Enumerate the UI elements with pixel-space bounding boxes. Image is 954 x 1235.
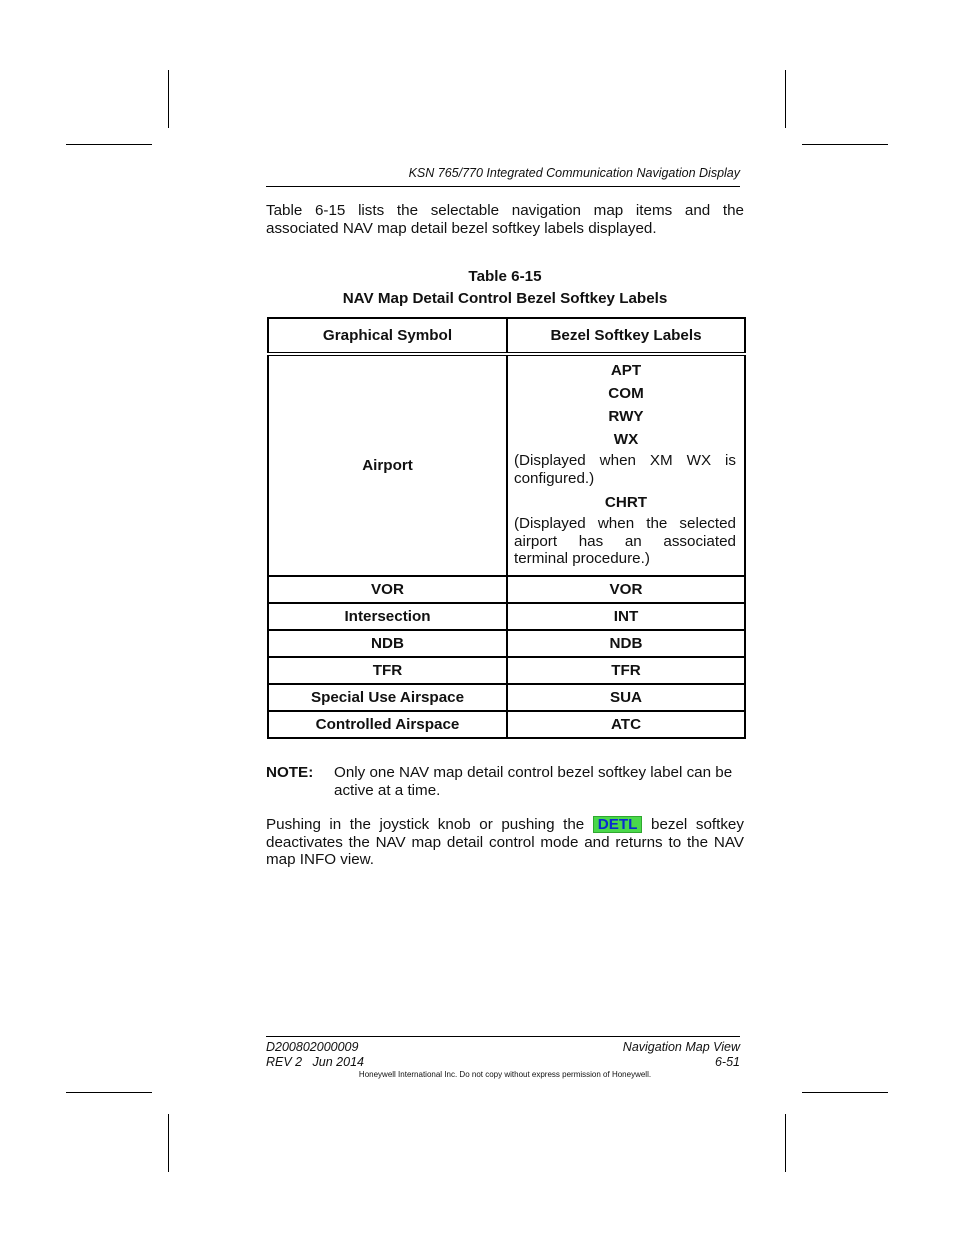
- label-wx: WX: [613, 431, 639, 448]
- table-header-row: [268, 318, 745, 354]
- note-heading: NOTE:: [266, 764, 314, 781]
- section-title: Navigation Map View: [622, 1040, 740, 1054]
- airport-labels-cell: [507, 354, 745, 576]
- footer-rule: [266, 1036, 740, 1037]
- table-row: [268, 711, 745, 738]
- table-row: [268, 684, 745, 711]
- table-row-airport: [268, 354, 745, 576]
- crop-mark: [802, 144, 888, 145]
- intro-paragraph: Table 6-15 lists the selectable navigation map items and the associated NAV map detail bezel softkey labels displayed.: [266, 202, 744, 237]
- label-cell: INT: [507, 603, 745, 630]
- footer-left: [266, 1040, 364, 1069]
- crop-mark: [802, 1092, 888, 1093]
- revision: REV 2 Jun 2014: [266, 1054, 364, 1069]
- detl-paragraph: [266, 816, 744, 869]
- symbol-cell: TFR: [268, 657, 507, 684]
- label-rwy: RWY: [608, 408, 644, 425]
- crop-mark: [785, 70, 786, 128]
- table-row: [268, 657, 745, 684]
- airport-symbol-cell: Airport: [268, 354, 507, 576]
- symbol-cell: NDB: [268, 630, 507, 657]
- softkey-labels-table: [267, 317, 746, 739]
- column-header-graphical-symbol: Graphical Symbol: [268, 318, 507, 354]
- table-caption-title: NAV Map Detail Control Bezel Softkey Labels: [342, 290, 668, 307]
- label-cell: ATC: [507, 711, 745, 738]
- crop-mark: [785, 1114, 786, 1172]
- page-number: 6-51: [714, 1054, 740, 1069]
- table-row: [268, 630, 745, 657]
- running-header: KSN 765/770 Integrated Communication Navigation Display: [408, 166, 740, 180]
- chrt-note: (Displayed when the selected airport has an associated terminal procedure.): [514, 515, 736, 567]
- note-text: Only one NAV map detail control bezel softkey label can be active at a time.: [334, 764, 733, 799]
- label-com: COM: [608, 385, 644, 402]
- table-row: [268, 576, 745, 603]
- table-row: [268, 603, 745, 630]
- label-chrt: CHRT: [604, 494, 648, 511]
- copyright-notice: Honeywell International Inc. Do not copy without express permission of Honeywell.: [358, 1070, 652, 1079]
- detl-softkey: DETL: [593, 816, 643, 833]
- label-apt: APT: [610, 362, 642, 379]
- label-cell: NDB: [507, 630, 745, 657]
- footer-right: [540, 1040, 740, 1069]
- paragraph-text-before: Pushing in the joystick knob or pushing the: [266, 816, 585, 833]
- symbol-cell: Intersection: [268, 603, 507, 630]
- crop-mark: [66, 144, 152, 145]
- label-cell: VOR: [507, 576, 745, 603]
- paragraph-text-after: bezel softkey deactivates the NAV map detail control mode and returns to the NAV map INFO view.: [266, 816, 744, 868]
- label-cell: TFR: [507, 657, 745, 684]
- crop-mark: [66, 1092, 152, 1093]
- label-cell: SUA: [507, 684, 745, 711]
- symbol-cell: VOR: [268, 576, 507, 603]
- table-caption-number: Table 6-15: [468, 268, 542, 285]
- header-rule: [266, 186, 740, 187]
- symbol-cell: Controlled Airspace: [268, 711, 507, 738]
- wx-note: (Displayed when XM WX is configured.): [514, 452, 736, 487]
- column-header-bezel-softkey-labels: Bezel Softkey Labels: [507, 318, 745, 354]
- symbol-cell: Special Use Airspace: [268, 684, 507, 711]
- doc-number: D200802000009: [266, 1040, 359, 1054]
- crop-mark: [168, 70, 169, 128]
- crop-mark: [168, 1114, 169, 1172]
